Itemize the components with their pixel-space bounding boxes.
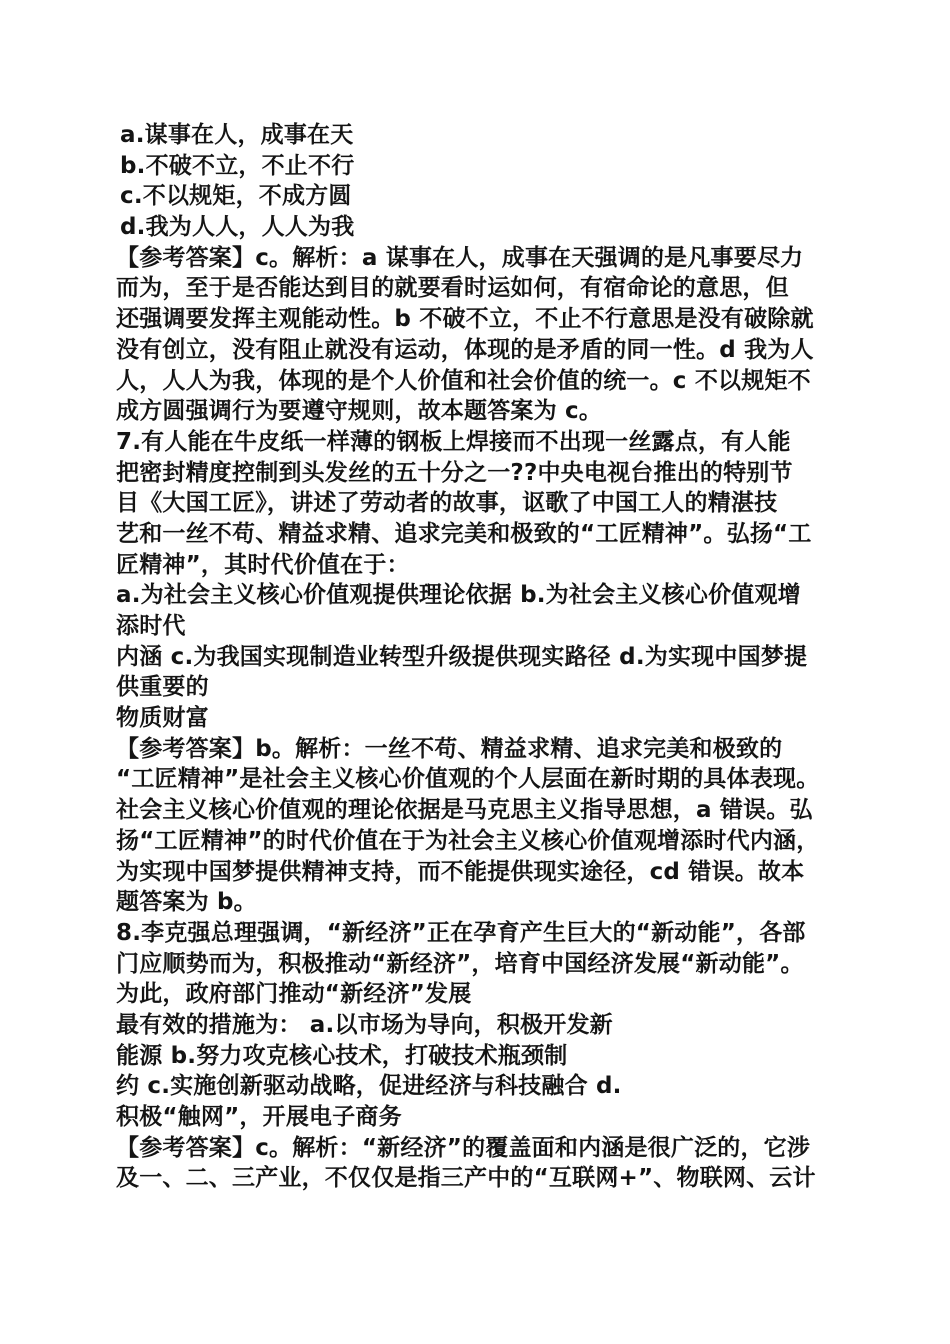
text-line: 8.李克强总理强调，“新经济”正在孕育产生巨大的“新动能”，各部 [116, 919, 806, 946]
text-line: 积极“触网”，开展电子商务 [116, 1104, 402, 1130]
text-line: 【参考答案】c。解析：“新经济”的覆盖面和内涵是很广泛的，它涉 [116, 1134, 811, 1161]
text-line: 物质财富 [116, 705, 209, 732]
text-line: 扬“工匠精神”的时代价值在于为社会主义核心价值观增添时代内涵， [116, 827, 820, 854]
text-line: c.不以规矩，不成方圆 [120, 183, 352, 210]
text-line: a.为社会主义核心价值观提供理论依据 b.为社会主义核心价值观增 [116, 582, 801, 609]
text-line: 为实现中国梦提供精神支持，而不能提供现实途径，cd 错误。故本 [116, 858, 805, 885]
text-line: 添时代 [116, 613, 186, 639]
text-line: b.不破不立，不止不行 [120, 152, 355, 179]
text-line: 还强调要发挥主观能动性。b 不破不立，不止不行意思是没有破除就 [116, 306, 814, 333]
text-line: “工匠精神”是社会主义核心价值观的个人层面在新时期的具体表现。 [116, 766, 820, 793]
text-line: 能源 b.努力攻克核心技术，打破技术瓶颈制 [116, 1042, 568, 1069]
text-line: 社会主义核心价值观的理论依据是马克思主义指导思想，a 错误。弘 [116, 797, 813, 824]
text-line: 为此，政府部门推动“新经济”发展 [116, 981, 472, 1008]
text-line: 门应顺势而为，积极推动“新经济”，培育中国经济发展“新动能”。 [116, 950, 804, 977]
text-line: 而为，至于是否能达到目的就要看时运如何，有宿命论的意思，但 [116, 275, 789, 302]
text-line: 匠精神”，其时代价值在于： [116, 551, 410, 578]
text-line: 约 c.实施创新驱动战略，促进经济与科技融合 d. [116, 1073, 622, 1100]
text-line: 7.有人能在牛皮纸一样薄的钢板上焊接而不出现一丝露点，有人能 [116, 428, 791, 455]
text-line: 人，人人为我，体现的是个人价值和社会价值的统一。c 不以规矩不 [116, 367, 811, 394]
text-line: 题答案为 b。 [116, 889, 257, 916]
text-line: a.谋事在人，成事在天 [120, 122, 354, 148]
text-line: 及一、二、三产业，不仅仅是指三产中的“互联网+”、物联网、云计 [116, 1165, 816, 1192]
text-line: d.我为人人，人人为我 [120, 214, 355, 241]
text-line: 没有创立，没有阻止就没有运动，体现的是矛盾的同一性。d 我为人 [116, 336, 814, 363]
text-line: 内涵 c.为我国实现制造业转型升级提供现实路径 d.为实现中国梦提 [116, 643, 808, 670]
text-body [0, 120, 950, 1194]
text-line: 目《大国工匠》，讲述了劳动者的故事，讴歌了中国工人的精湛技 [116, 490, 778, 517]
text-line: 把密封精度控制到头发丝的五十分之一??中央电视台推出的特别节 [116, 459, 793, 486]
text-line: 艺和一丝不苟、精益求精、追求完美和极致的“工匠精神”。弘扬“工 [116, 520, 812, 547]
text-line: 【参考答案】b。解析：一丝不苟、精益求精、追求完美和极致的 [116, 735, 783, 762]
text-line: 【参考答案】c。解析：a 谋事在人，成事在天强调的是凡事要尽力 [116, 244, 804, 271]
text-line: 供重要的 [116, 674, 209, 701]
text-line: 最有效的措施为： a.以市场为导向，积极开发新 [116, 1011, 613, 1038]
text-line: 成方圆强调行为要遵守规则，故本题答案为 c。 [116, 398, 603, 425]
